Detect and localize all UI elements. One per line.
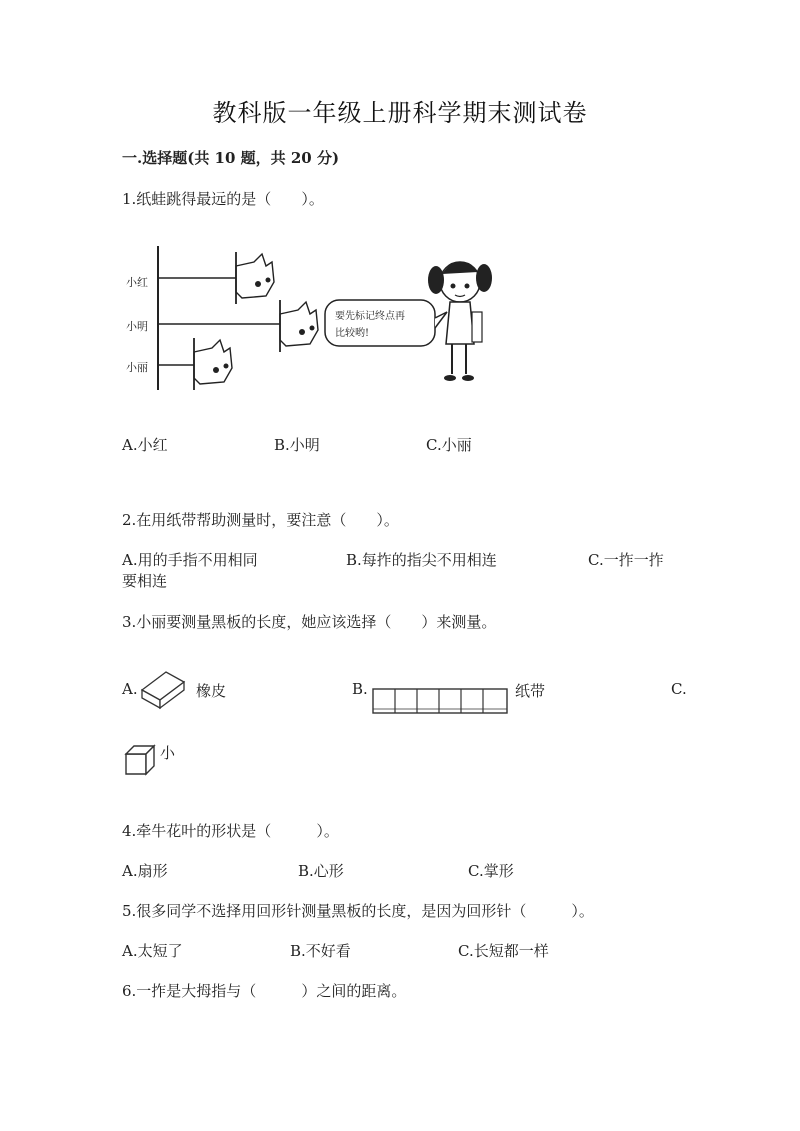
q3-option-a-letter: A. [122,680,138,698]
speech-line-1: 要先标记终点再 [335,311,405,322]
paper-strip-icon [372,688,508,714]
q4-option-a: A.扇形 [122,862,168,880]
q2-option-b: B.每拃的指尖不用相连 [346,551,497,569]
eraser-icon [138,668,188,712]
small-cube-icon [124,744,156,776]
q3-option-a-label: 橡皮 [196,682,227,700]
q3-option-b-label: 纸带 [515,682,546,700]
page-title: 教科版一年级上册科学期末测试卷 [212,99,588,127]
question-4-stem: 4.牵牛花叶的形状是（ ）。 [122,822,339,840]
paper-frog-icon [194,338,232,390]
q4-option-c: C.掌形 [468,862,514,880]
q5-option-c: C.长短都一样 [458,942,549,960]
q1-option-b: B.小明 [274,436,320,454]
q3-option-c-letter: C. [671,680,687,698]
question-3-stem: 3.小丽要测量黑板的长度，她应该选择（ ）来测量。 [122,613,497,631]
q3-option-b-letter: B. [352,680,368,698]
q1-option-c: C.小丽 [426,436,472,454]
speech-bubble [325,300,447,346]
frog-jump-figure [120,240,500,400]
section-heading: 一.选择题(共 10 题，共 20 分) [122,149,340,167]
speech-line-2: 比较哟! [335,328,370,339]
paper-frog-icon [280,300,318,352]
q2-option-a: A.用的手指不用相同 [122,551,258,569]
q3-option-c-label: 小 [160,744,176,762]
figure-name-xiaoli: 小丽 [126,361,148,374]
q4-option-b: B.心形 [298,862,344,880]
figure-name-xiaoming: 小明 [126,320,148,333]
question-2-stem: 2.在用纸带帮助测量时，要注意（ ）。 [122,511,399,529]
q1-option-a: A.小红 [122,436,168,454]
q5-option-b: B.不好看 [290,942,351,960]
question-6-stem: 6.一拃是大拇指与（ ）之间的距离。 [122,982,407,1000]
q5-option-a: A.太短了 [122,942,183,960]
question-1-stem: 1.纸蛙跳得最远的是（ ）。 [122,190,324,208]
figure-name-xiaohong: 小红 [126,276,148,289]
paper-frog-icon [236,252,274,304]
q2-option-c-continued: 要相连 [122,572,168,590]
q2-option-c: C.一拃一拃 [588,551,664,569]
question-5-stem: 5.很多同学不选择用回形针测量黑板的长度，是因为回形针（ ）。 [122,902,594,920]
